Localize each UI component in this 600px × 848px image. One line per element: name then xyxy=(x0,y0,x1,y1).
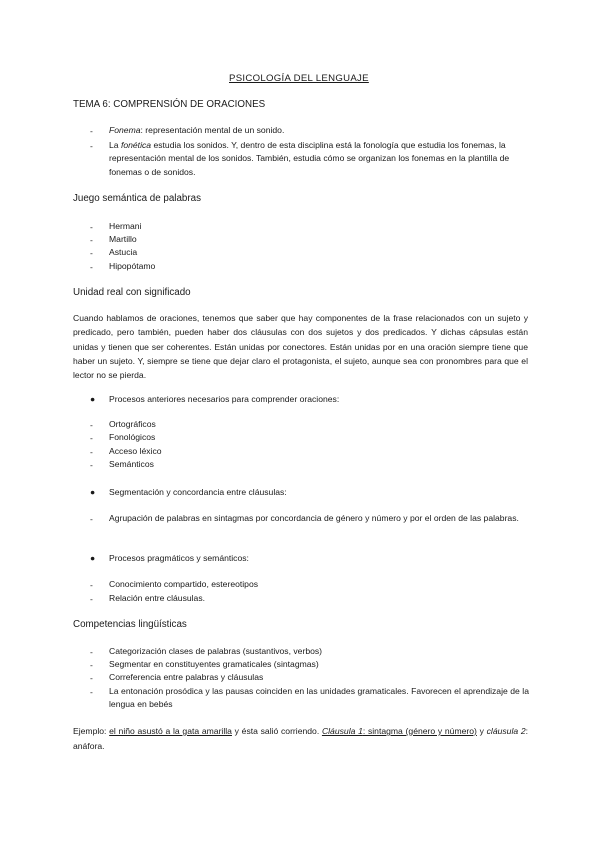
clausula-2-description: : anáfora. xyxy=(73,726,529,751)
dash-marker: - xyxy=(90,594,93,604)
clausula-2-label: cláusula 2 xyxy=(486,726,526,736)
list-item: Martillo xyxy=(109,234,137,244)
intro-item-fonetica xyxy=(109,139,531,179)
dash-marker: - xyxy=(90,687,93,697)
dash-marker: - xyxy=(90,460,93,470)
pragmaticos-bullet: Procesos pragmáticos y semánticos: xyxy=(109,553,249,563)
list-item: Semánticos xyxy=(109,459,154,469)
list-item: Correferencia entre palabras y cláusulas xyxy=(109,672,264,682)
intro-item-text: estudia los sonidos. Y, dentro de esta disciplina está la fonología que estudia los fonemas, la representación mental de los sonidos. También, estudia cómo se organizan los fonemas en la plantilla de fonemas o de sonidos. xyxy=(109,140,510,177)
dash-marker: - xyxy=(90,126,93,136)
juego-heading: Juego semántica de palabras xyxy=(73,193,201,204)
dash-marker: - xyxy=(90,222,93,232)
bullet-dot: ● xyxy=(90,487,96,497)
dash-marker: - xyxy=(90,262,93,272)
clausula-1-description: : sintagma (género y número) xyxy=(362,726,477,736)
bullet-dot: ● xyxy=(90,394,96,404)
dash-marker: - xyxy=(90,514,93,524)
list-item: Astucia xyxy=(109,247,138,257)
list-item: Ortográficos xyxy=(109,419,156,429)
list-item: Conocimiento compartido, estereotipos xyxy=(109,579,259,589)
competencias-heading: Competencias lingüísticas xyxy=(73,619,187,630)
dash-marker: - xyxy=(90,580,93,590)
term-fonema: Fonema xyxy=(109,125,141,135)
list-item: Segmentar en constituyentes gramaticales (sintagmas) xyxy=(109,659,319,669)
bullet-dot: ● xyxy=(90,553,96,563)
clausula-1-label: Cláusula 1 xyxy=(321,726,363,736)
list-item: Agrupación de palabras en sintagmas por concordancia de género y número y por el orden de las palabras. xyxy=(109,513,519,523)
ejemplo-label: Ejemplo: xyxy=(73,726,107,736)
list-item: La entonación prosódica y las pausas coinciden en las unidades gramaticales. Favorecen el aprendizaje de la lengua en bebés xyxy=(109,686,529,710)
intro-item-text: : representación mental de un sonido. xyxy=(140,125,285,135)
segmentacion-bullet: Segmentación y concordancia entre cláusulas: xyxy=(109,487,287,497)
dash-marker: - xyxy=(90,420,93,430)
dash-marker: - xyxy=(90,248,93,258)
tema-heading: TEMA 6: COMPRENSIÓN DE ORACIONES xyxy=(73,99,266,110)
dash-marker: - xyxy=(90,235,93,245)
term-fonetica: fonética xyxy=(120,140,152,150)
intro-item-fonema xyxy=(109,124,284,137)
list-item: Hipopótamo xyxy=(109,261,156,271)
ejemplo-phrase-underlined: el niño asustó a la gata amarilla xyxy=(109,726,232,736)
procesos-anteriores-bullet: Procesos anteriores necesarios para comprender oraciones: xyxy=(109,394,340,404)
list-item: Categorización clases de palabras (sustantivos, verbos) xyxy=(109,646,323,656)
dash-marker: - xyxy=(90,660,93,670)
list-item: Relación entre cláusulas. xyxy=(109,593,206,603)
unidad-heading: Unidad real con significado xyxy=(73,287,191,298)
intro-item-prefix: La xyxy=(109,140,121,150)
dash-marker: - xyxy=(90,673,93,683)
dash-marker: - xyxy=(90,433,93,443)
document-title: PSICOLOGÍA DEL LENGUAJE xyxy=(229,73,369,84)
dash-marker: - xyxy=(90,447,93,457)
list-item: Fonológicos xyxy=(109,432,156,442)
list-item: Acceso léxico xyxy=(109,446,162,456)
ejemplo-paragraph xyxy=(73,724,528,753)
list-item: Hermani xyxy=(109,221,142,231)
dash-marker: - xyxy=(90,141,93,151)
ejemplo-connector: y xyxy=(476,726,487,736)
ejemplo-mid: y ésta salió corriendo. xyxy=(231,726,320,736)
dash-marker: - xyxy=(90,647,93,657)
unidad-paragraph: Cuando hablamos de oraciones, tenemos que saber que hay componentes de la frase relacionados con un sujeto y predicado, pero también, pueden haber dos cláusulas con dos sujetos y dos predicados. Y dichas cápsulas están unidas y tienen que ser coherentes. Están unidas por conectores. Están unidas por en una oración siempre tiene que haber un sujeto. Y, siempre se tiene que dejar claro el protagonista, el sujeto, aunque sea con pronombres para que el lector no se pierda. xyxy=(73,313,528,381)
